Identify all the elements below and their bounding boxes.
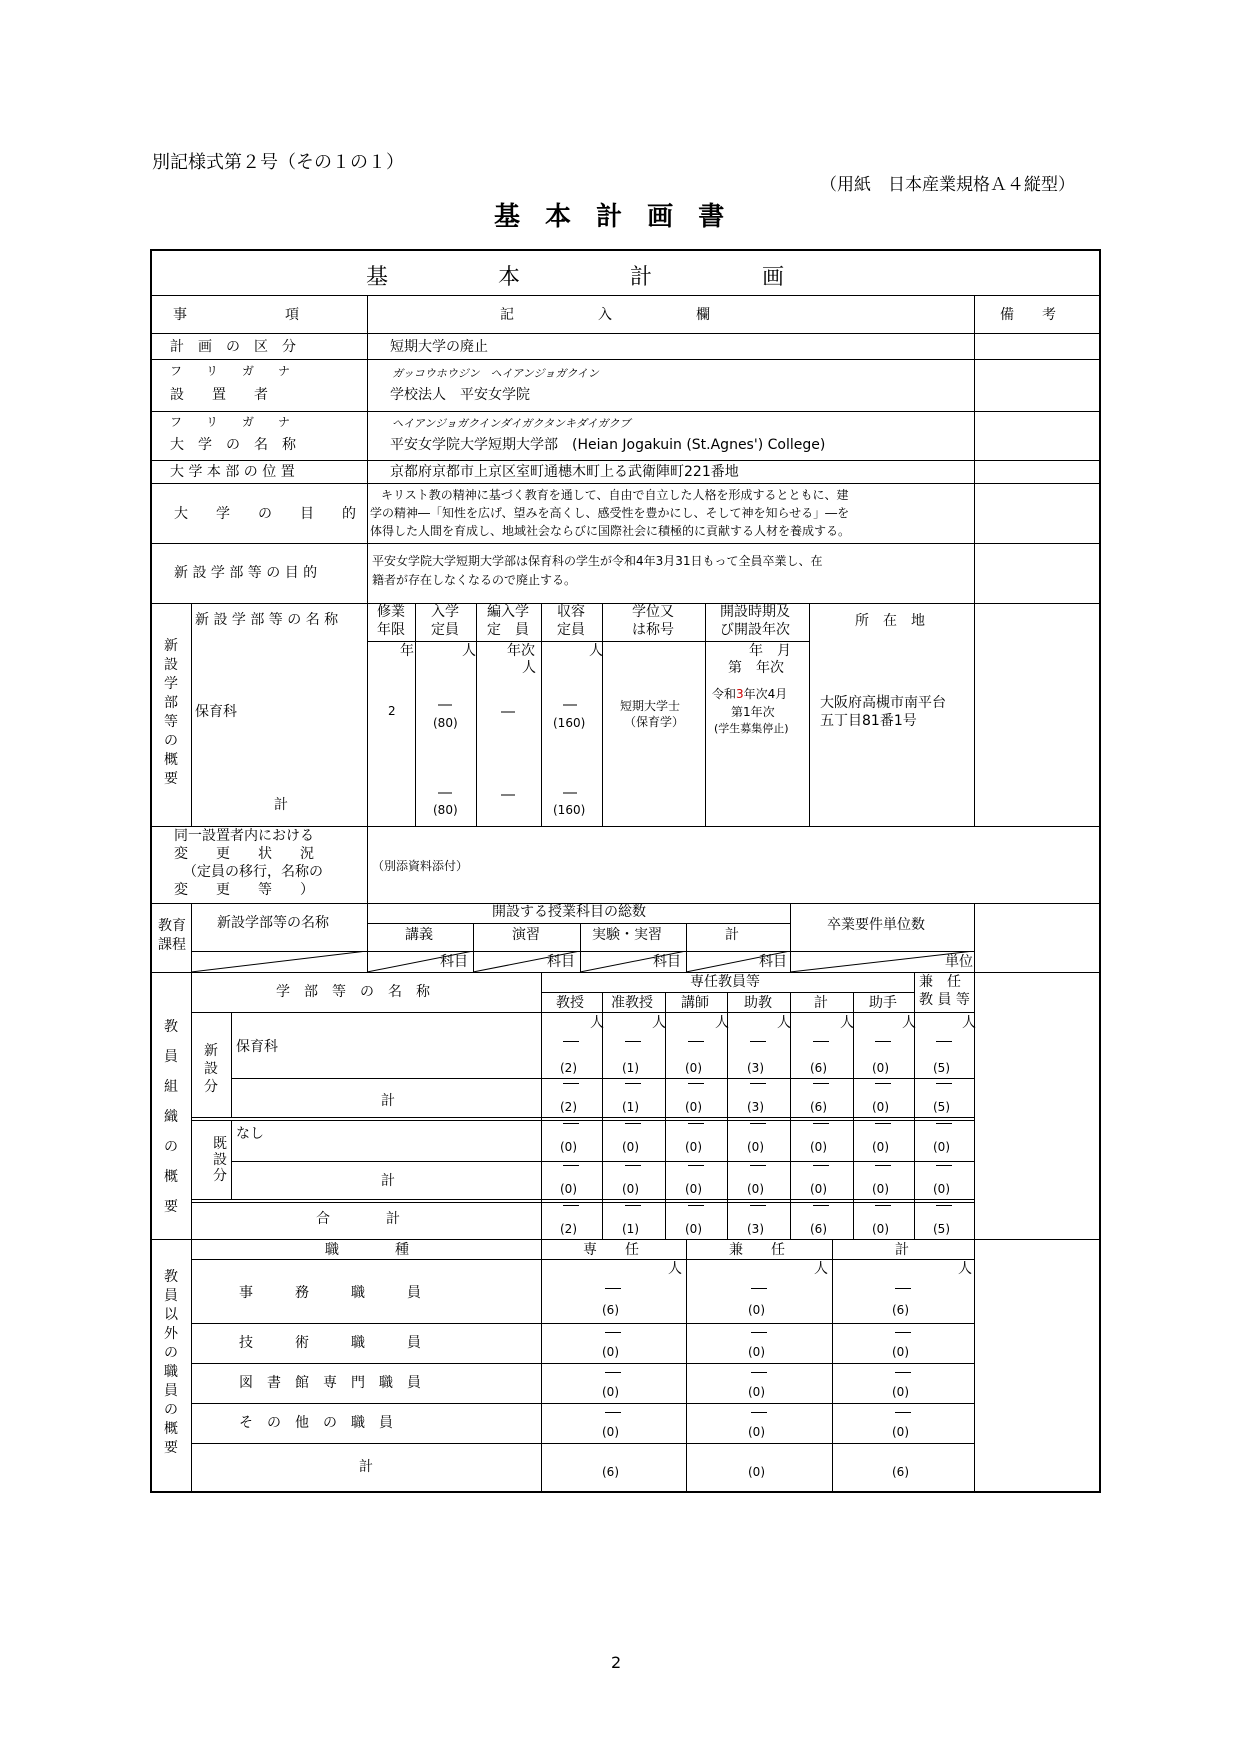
faculty-grand-total-value-1: (1) xyxy=(622,1222,639,1236)
faculty-grand-total-value-2: (0) xyxy=(685,1222,702,1236)
faculty-grand-total-dash-5 xyxy=(875,1205,891,1206)
faculty-new-value-1: (1) xyxy=(622,1061,639,1075)
faculty-existing-dash-6 xyxy=(936,1123,952,1124)
faculty-existing-value-6: (0) xyxy=(933,1140,950,1154)
unit-year: 年 xyxy=(400,643,414,659)
faculty-existing-total-dash-2 xyxy=(688,1165,704,1166)
staff-row-0-value-2: (6) xyxy=(892,1303,909,1317)
faculty-new-dash-6 xyxy=(936,1041,952,1042)
staff-row-0-value-1: (0) xyxy=(748,1303,765,1317)
overview-years: 2 xyxy=(388,704,396,718)
purpose-label: 大 学 の 目 的 xyxy=(174,506,356,522)
faculty-col-lecturer: 講師 xyxy=(681,995,709,1011)
staff-total-header: 計 xyxy=(895,1242,909,1258)
overview-total-dash: ― xyxy=(563,697,577,713)
purpose-line-3: 体得した人間を育成し、地域社会ならびに国際社会に積極的に貢献する人材を養成する。 xyxy=(370,524,851,538)
faculty-new-value-3: (3) xyxy=(747,1061,764,1075)
overview-transfer: ― xyxy=(501,704,515,720)
faculty-existing-value-5: (0) xyxy=(872,1140,889,1154)
purpose-line-2: 学の精神―「知性を広げ、望みを高くし、感受性を豊かにし、そして神を知らせる」―を xyxy=(370,506,850,520)
faculty-new-total-value-3: (3) xyxy=(747,1100,764,1114)
faculty-grand-total-dash-4 xyxy=(813,1205,829,1206)
faculty-existing-dash-5 xyxy=(875,1123,891,1124)
new-purpose-line-2: 籍者が存在しなくなるので廃止する。 xyxy=(372,573,577,587)
changes-label-4: 変 更 等 ） xyxy=(174,882,314,898)
unit-year-month: 年 月 xyxy=(749,643,791,659)
faculty-grand-total-dash-0 xyxy=(563,1205,579,1206)
faculty-existing-total-value-5: (0) xyxy=(872,1182,889,1196)
faculty-new-total-dash-6 xyxy=(936,1083,952,1084)
staff-unit-2: 人 xyxy=(814,1261,828,1277)
unit-person-2: 人 xyxy=(589,643,603,659)
curriculum-diagonals xyxy=(191,951,974,972)
total-cap-header-1: 収容 xyxy=(557,604,585,620)
staff-row-0-dash-2 xyxy=(895,1288,911,1289)
overview-total-capacity: (160) xyxy=(553,716,586,730)
faculty-col-total: 計 xyxy=(814,995,828,1011)
faculty-grand-total-label: 合 計 xyxy=(316,1211,400,1227)
university-name-value: 平安女学院大学短期大学部 (Heian Jogakuin (St.Agnes') College) xyxy=(390,437,826,453)
changes-label-1: 同一設置者内における xyxy=(174,828,314,844)
staff-row-0-dash-1 xyxy=(751,1288,767,1289)
faculty-unit-1: 人 xyxy=(652,1015,666,1031)
staff-row-0-value-0: (6) xyxy=(602,1303,619,1317)
faculty-new-dash-5 xyxy=(875,1041,891,1042)
unit-year-person-2: 人 xyxy=(522,660,536,676)
item-header: 事 項 xyxy=(173,307,299,323)
faculty-existing-total-value-2: (0) xyxy=(685,1182,702,1196)
new-division-label: 新設分 xyxy=(204,1043,218,1095)
faculty-new-total-value-6: (5) xyxy=(933,1100,950,1114)
staff-row-3-dash-1 xyxy=(751,1412,767,1413)
staff-fulltime-header: 専 任 xyxy=(583,1242,639,1258)
capacity-header-2: 定員 xyxy=(431,622,459,638)
overview-start-1: 令和3年次4月 xyxy=(712,687,788,701)
faculty-fulltime-header: 専任教員等 xyxy=(690,974,760,990)
faculty-unit-6: 人 xyxy=(962,1015,976,1031)
overview-total-total-dash: ― xyxy=(563,785,577,801)
faculty-grand-total-value-5: (0) xyxy=(872,1222,889,1236)
staff-total-label: 計 xyxy=(359,1459,373,1475)
staff-row-1-value-2: (0) xyxy=(892,1345,909,1359)
curriculum-unit-4: 科目 xyxy=(759,954,787,970)
faculty-grand-total-dash-3 xyxy=(750,1205,766,1206)
faculty-grand-total-dash-2 xyxy=(688,1205,704,1206)
faculty-existing-value-0: (0) xyxy=(560,1140,577,1154)
founder-furigana-label: フ リ ガ ナ xyxy=(170,364,291,378)
faculty-existing-total-dash-1 xyxy=(625,1165,641,1166)
founder-furigana: ガッコウホウジン ヘイアンジョガクイン xyxy=(392,367,599,380)
faculty-existing-total-value-4: (0) xyxy=(810,1182,827,1196)
staff-row-2-dash-1 xyxy=(751,1372,767,1373)
staff-parttime-header: 兼 任 xyxy=(729,1242,785,1258)
faculty-grand-total-value-3: (3) xyxy=(747,1222,764,1236)
faculty-new-subtotal-label: 計 xyxy=(381,1093,395,1109)
overview-start-2: 第1年次 xyxy=(731,705,775,719)
staff-unit-1: 人 xyxy=(668,1261,682,1277)
faculty-existing-dash-1 xyxy=(625,1123,641,1124)
doc-title: 基 本 計 画 書 xyxy=(494,202,733,232)
faculty-grand-total-dash-6 xyxy=(936,1205,952,1206)
entry-header: 記 入 欄 xyxy=(500,307,710,323)
faculty-new-dash-3 xyxy=(750,1041,766,1042)
faculty-new-dash-1 xyxy=(625,1041,641,1042)
faculty-side-label: 教員組織の概要 xyxy=(164,1019,178,1215)
faculty-grand-total-value-0: (2) xyxy=(560,1222,577,1236)
faculty-unit-2: 人 xyxy=(715,1015,729,1031)
faculty-existing-total-value-3: (0) xyxy=(747,1182,764,1196)
faculty-new-total-dash-5 xyxy=(875,1083,891,1084)
faculty-name-header: 学 部 等 の 名 称 xyxy=(276,984,430,1000)
faculty-new-total-dash-2 xyxy=(688,1083,704,1084)
faculty-existing-dash-0 xyxy=(563,1123,579,1124)
start-header-1: 開設時期及 xyxy=(720,604,790,620)
overview-total-transfer: ― xyxy=(501,787,515,803)
faculty-new-dash-4 xyxy=(813,1041,829,1042)
faculty-unit-3: 人 xyxy=(777,1015,791,1031)
staff-row-2-dash-2 xyxy=(895,1372,911,1373)
overview-row-name: 保育科 xyxy=(195,704,237,720)
faculty-existing-total-dash-0 xyxy=(563,1165,579,1166)
overview-location-2: 五丁目81番1号 xyxy=(820,713,917,729)
overview-start-3: (学生募集停止) xyxy=(714,722,789,735)
staff-row-label-office: 事 務 職 員 xyxy=(239,1285,421,1301)
unit-year-person-1: 年次 xyxy=(507,643,535,659)
transfer-header-2: 定 員 xyxy=(487,622,529,638)
university-name-label: 大 学 の 名 称 xyxy=(170,437,296,453)
staff-unit-3: 人 xyxy=(958,1261,972,1277)
faculty-new-total-value-1: (1) xyxy=(622,1100,639,1114)
degree-header-1: 学位又 xyxy=(632,604,674,620)
founder-label: 設 置 者 xyxy=(170,387,268,403)
faculty-col-assistant: 助手 xyxy=(869,995,897,1011)
staff-row-3-value-1: (0) xyxy=(748,1425,765,1439)
staff-total-value-2: (6) xyxy=(892,1465,909,1479)
faculty-col-assistant-professor: 助教 xyxy=(744,995,772,1011)
overview-degree-2: （保育学） xyxy=(624,715,685,729)
curriculum-total-header: 開設する授業科目の総数 xyxy=(492,904,646,920)
changes-value: （別添資料添付） xyxy=(372,859,469,873)
overview-capacity-dash: ― xyxy=(438,697,452,713)
staff-row-3-value-0: (0) xyxy=(602,1425,619,1439)
faculty-existing-total-dash-4 xyxy=(813,1165,829,1166)
faculty-existing-value-1: (0) xyxy=(622,1140,639,1154)
overview-total-cap: (80) xyxy=(433,803,458,817)
staff-row-2-value-0: (0) xyxy=(602,1385,619,1399)
staff-row-1-value-1: (0) xyxy=(748,1345,765,1359)
faculty-new-value-5: (0) xyxy=(872,1061,889,1075)
unit-nth-year: 第 年次 xyxy=(728,660,784,676)
faculty-new-total-dash-4 xyxy=(813,1083,829,1084)
form-number: 別記様式第２号（その１の１） xyxy=(152,152,404,173)
faculty-existing-subtotal-label: 計 xyxy=(381,1173,395,1189)
faculty-existing-total-value-0: (0) xyxy=(560,1182,577,1196)
total-cap-header-2: 定員 xyxy=(557,622,585,638)
paper-note: （用紙 日本産業規格Ａ４縦型） xyxy=(820,175,1075,195)
staff-row-3-dash-2 xyxy=(895,1412,911,1413)
curriculum-col-seminar: 演習 xyxy=(512,927,540,943)
faculty-grand-total-value-6: (5) xyxy=(933,1222,950,1236)
changes-label-3: （定員の移行，名称の xyxy=(183,864,323,880)
plan-type-label: 計 画 の 区 分 xyxy=(170,339,296,355)
curriculum-unit-3: 科目 xyxy=(653,954,681,970)
faculty-parttime-header-2: 教 員 等 xyxy=(919,992,970,1008)
years-header-1: 修業 xyxy=(377,604,405,620)
staff-total-value-0: (6) xyxy=(602,1465,619,1479)
curriculum-col-total: 計 xyxy=(725,927,739,943)
faculty-new-total-dash-1 xyxy=(625,1083,641,1084)
years-header-2: 年限 xyxy=(377,622,405,638)
staff-row-3-value-2: (0) xyxy=(892,1425,909,1439)
overview-side-label: 新設学部等の概要 xyxy=(164,638,178,787)
founder-value: 学校法人 平安女学院 xyxy=(390,387,530,403)
faculty-new-total-value-5: (0) xyxy=(872,1100,889,1114)
hq-location-value: 京都府京都市上京区室町通橞木町上る武衛陣町221番地 xyxy=(390,464,739,480)
faculty-grand-total-value-4: (6) xyxy=(810,1222,827,1236)
faculty-existing-total-value-1: (0) xyxy=(622,1182,639,1196)
faculty-new-total-value-0: (2) xyxy=(560,1100,577,1114)
faculty-new-total-value-4: (6) xyxy=(810,1100,827,1114)
staff-row-1-dash-1 xyxy=(751,1332,767,1333)
faculty-grand-total-dash-1 xyxy=(625,1205,641,1206)
faculty-existing-total-value-6: (0) xyxy=(933,1182,950,1196)
staff-row-3-dash-0 xyxy=(605,1412,621,1413)
faculty-new-name: 保育科 xyxy=(236,1039,278,1055)
faculty-existing-dash-4 xyxy=(813,1123,829,1124)
faculty-unit-5: 人 xyxy=(902,1015,916,1031)
faculty-new-dash-2 xyxy=(688,1041,704,1042)
staff-row-2-value-1: (0) xyxy=(748,1385,765,1399)
degree-header-2: は称号 xyxy=(632,622,674,638)
new-purpose-label: 新 設 学 部 等 の 目 的 xyxy=(174,565,318,581)
faculty-existing-dash-2 xyxy=(688,1123,704,1124)
staff-row-0-dash-0 xyxy=(605,1288,621,1289)
curriculum-name-header: 新設学部等の名称 xyxy=(217,915,329,931)
table-title: 基 本 計 画 xyxy=(366,265,785,290)
faculty-existing-total-dash-3 xyxy=(750,1165,766,1166)
faculty-existing-dash-3 xyxy=(750,1123,766,1124)
overview-degree-1: 短期大学士 xyxy=(620,699,681,713)
overview-location-1: 大阪府高槻市南平台 xyxy=(820,695,946,711)
overview-capacity: (80) xyxy=(433,716,458,730)
faculty-existing-total-dash-6 xyxy=(936,1165,952,1166)
staff-type-header: 職 種 xyxy=(325,1242,409,1258)
faculty-new-total-dash-0 xyxy=(563,1083,579,1084)
faculty-new-value-0: (2) xyxy=(560,1061,577,1075)
faculty-unit-0: 人 xyxy=(590,1015,604,1031)
faculty-existing-value-2: (0) xyxy=(685,1140,702,1154)
start-header-2: び開設年次 xyxy=(720,622,790,638)
faculty-col-assoc-professor: 准教授 xyxy=(611,995,653,1011)
faculty-existing-total-dash-5 xyxy=(875,1165,891,1166)
staff-row-2-dash-0 xyxy=(605,1372,621,1373)
overview-total-cap-dash: ― xyxy=(438,785,452,801)
staff-side-label: 教員以外の職員の概要 xyxy=(164,1269,178,1456)
remarks-header: 備 考 xyxy=(1000,307,1056,323)
existing-division-label: 既設分 xyxy=(213,1136,227,1184)
faculty-existing-value-4: (0) xyxy=(810,1140,827,1154)
faculty-parttime-header-1: 兼 任 xyxy=(919,974,961,990)
staff-row-label-technical: 技 術 職 員 xyxy=(239,1335,421,1351)
staff-row-2-value-2: (0) xyxy=(892,1385,909,1399)
unit-person: 人 xyxy=(462,643,476,659)
staff-row-1-value-0: (0) xyxy=(602,1345,619,1359)
faculty-new-dash-0 xyxy=(563,1041,579,1042)
faculty-new-value-6: (5) xyxy=(933,1061,950,1075)
curriculum-side-label: 教育課程 xyxy=(158,918,186,953)
faculty-unit-4: 人 xyxy=(840,1015,854,1031)
staff-row-label-other: そ の 他 の 職 員 xyxy=(239,1415,393,1431)
new-purpose-line-1: 平安女学院大学短期大学部は保育科の学生が令和4年3月31日もって全員卒業し、在 xyxy=(372,554,823,568)
curriculum-unit-2: 科目 xyxy=(547,954,575,970)
curriculum-unit-1: 科目 xyxy=(440,954,468,970)
plan-type-value: 短期大学の廃止 xyxy=(390,339,488,355)
faculty-new-value-2: (0) xyxy=(685,1061,702,1075)
curriculum-col-lecture: 講義 xyxy=(405,927,433,943)
grad-credits-header: 卒業要件単位数 xyxy=(827,917,925,933)
faculty-existing-value-3: (0) xyxy=(747,1140,764,1154)
purpose-line-1: キリスト教の精神に基づく教育を通して、自由で自立した人格を形成するとともに、建 xyxy=(381,488,849,502)
overview-total-label: 計 xyxy=(274,797,288,813)
faculty-new-total-dash-3 xyxy=(750,1083,766,1084)
staff-total-value-1: (0) xyxy=(748,1465,765,1479)
faculty-new-total-value-2: (0) xyxy=(685,1100,702,1114)
capacity-header-1: 入学 xyxy=(431,604,459,620)
faculty-new-value-4: (6) xyxy=(810,1061,827,1075)
overview-total-total: (160) xyxy=(553,803,586,817)
staff-row-label-library: 図 書 館 専 門 職 員 xyxy=(239,1375,421,1391)
changes-label-2: 変 更 状 況 xyxy=(174,846,314,862)
hq-location-label: 大 学 本 部 の 位 置 xyxy=(170,464,295,480)
transfer-header-1: 編入学 xyxy=(487,604,529,620)
university-furigana: ヘイアンジョガクインダイガクタンキダイガクブ xyxy=(392,417,631,430)
faculty-col-professor: 教授 xyxy=(556,995,584,1011)
curriculum-col-lab: 実験・実習 xyxy=(592,927,662,943)
faculty-existing-name: なし xyxy=(236,1126,264,1142)
staff-row-1-dash-0 xyxy=(605,1332,621,1333)
overview-name-header: 新 設 学 部 等 の 名 称 xyxy=(195,612,339,628)
grad-credits-unit: 単位 xyxy=(945,954,973,970)
staff-row-1-dash-2 xyxy=(895,1332,911,1333)
university-furigana-label: フ リ ガ ナ xyxy=(170,415,291,429)
location-header: 所 在 地 xyxy=(855,613,925,629)
page-number: 2 xyxy=(611,1653,622,1672)
